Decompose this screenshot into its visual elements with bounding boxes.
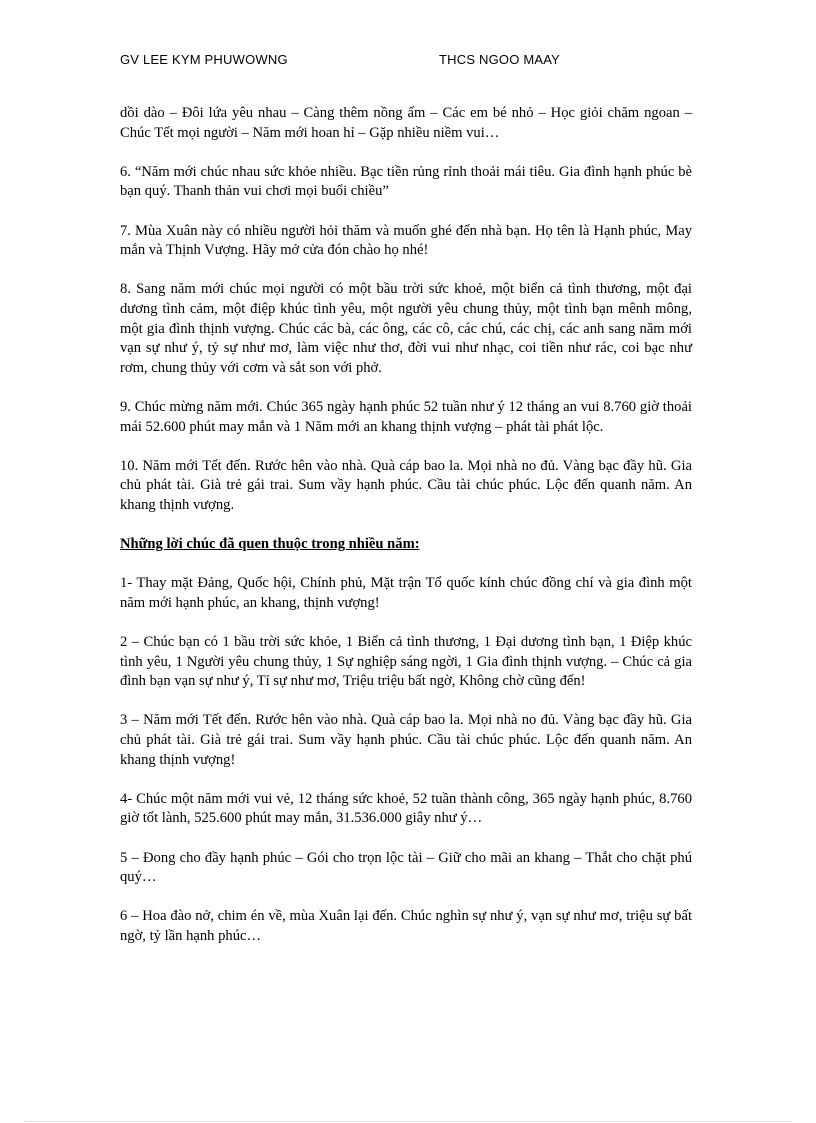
paragraph-wish-9: 9. Chúc mừng năm mới. Chúc 365 ngày hạnh phúc 52 tuần như ý 12 tháng an vui 8.760 giờ thoải mái 52.600 phút may mắn và 1 Năm mới an khang thịnh vượng – phát tài phát lộc. (120, 398, 692, 435)
page-header (120, 52, 700, 72)
paragraph-wish-8: 8. Sang năm mới chúc mọi người có một bầu trời sức khoẻ, một biển cả tình thương, một đại dương tình cảm, một điệp khúc tình yêu, một người yêu chung thủy, một tình bạn mênh mông, một gia đình thịnh vượng. Chúc các bà, các ông, các cô, các chú, các chị, các anh sang năm mới vạn sự như ý, tỷ sự như mơ, làm việc như thơ, đời vui như nhạc, coi tiền như rác, coi bạc như rơm, chung thủy với cơm và sắt son với phở. (120, 281, 692, 376)
document-body (120, 104, 692, 966)
paragraph-wish-7: 7. Mùa Xuân này có nhiều người hỏi thăm và muốn ghé đến nhà bạn. Họ tên là Hạnh phúc, May mắn và Thịnh Vượng. Hãy mở cửa đón chào họ nhé! (120, 222, 692, 259)
page-bottom-divider (24, 1121, 792, 1122)
paragraph-wish-6: 6. “Năm mới chúc nhau sức khỏe nhiều. Bạc tiền rủng rỉnh thoải mái tiêu. Gia đình hạnh phúc bè bạn quý. Thanh thản vui chơi mọi buổi chiều” (120, 163, 692, 200)
header-school-name: THCS NGOO MAAY (439, 52, 561, 67)
section-wish-4: 4- Chúc một năm mới vui vẻ, 12 tháng sức khoẻ, 52 tuần thành công, 365 ngày hạnh phúc, 8.760 giờ tốt lành, 525.600 phút may mắn, 31.536.000 giây như ý… (120, 790, 692, 827)
section-wish-6: 6 – Hoa đào nở, chim én về, mùa Xuân lại đến. Chúc nghìn sự như ý, vạn sự như mơ, triệu sự bất ngờ, tỷ lần hạnh phúc… (120, 908, 692, 944)
header-teacher-name: GV LEE KYM PHUWOWNG (120, 52, 288, 67)
section-wish-3: 3 – Năm mới Tết đến. Rước hên vào nhà. Quà cáp bao la. Mọi nhà no đủ. Vàng bạc đầy hũ. Gia chủ phát tài. Già trẻ gái trai. Sum vầy hạnh phúc. Cầu tài chúc phúc. Lộc đến quanh năm. An khang thịnh vượng! (120, 712, 692, 768)
paragraph-continued: dồi dào – Đôi lứa yêu nhau – Càng thêm nồng ấm – Các em bé nhỏ – Học giỏi chăm ngoan – Chúc Tết mọi người – Năm mới hoan hỉ – Gặp nhiều niềm vui… (120, 105, 692, 141)
section-wish-2: 2 – Chúc bạn có 1 bầu trời sức khỏe, 1 Biển cả tình thương, 1 Đại dương tình bạn, 1 Điệp khúc tình yêu, 1 Người yêu chung thủy, 1 Sự nghiệp sáng ngời, 1 Gia đình thịnh vượng. – Chúc cả gia đình bạn vạn sự như ý, Tỉ sự như mơ, Triệu triệu bất ngờ, Không chờ cũng đến! (120, 634, 692, 690)
section-wish-5: 5 – Đong cho đầy hạnh phúc – Gói cho trọn lộc tài – Giữ cho mãi an khang – Thắt cho chặt phú quý… (120, 849, 692, 886)
paragraph-wish-10: 10. Năm mới Tết đến. Rước hên vào nhà. Quà cáp bao la. Mọi nhà no đủ. Vàng bạc đầy hũ. Gia chủ phát tài. Già trẻ gái trai. Sum vầy hạnh phúc. Cầu tài chúc phúc. Lộc đến quanh năm. An khang thịnh vượng. (120, 457, 692, 513)
section-heading: Những lời chúc đã quen thuộc trong nhiều năm: (120, 536, 420, 553)
section-wish-1: 1- Thay mặt Đảng, Quốc hội, Chính phủ, Mặt trận Tổ quốc kính chúc đồng chí và gia đình một năm mới hạnh phúc, an khang, thịnh vượng! (120, 575, 692, 611)
